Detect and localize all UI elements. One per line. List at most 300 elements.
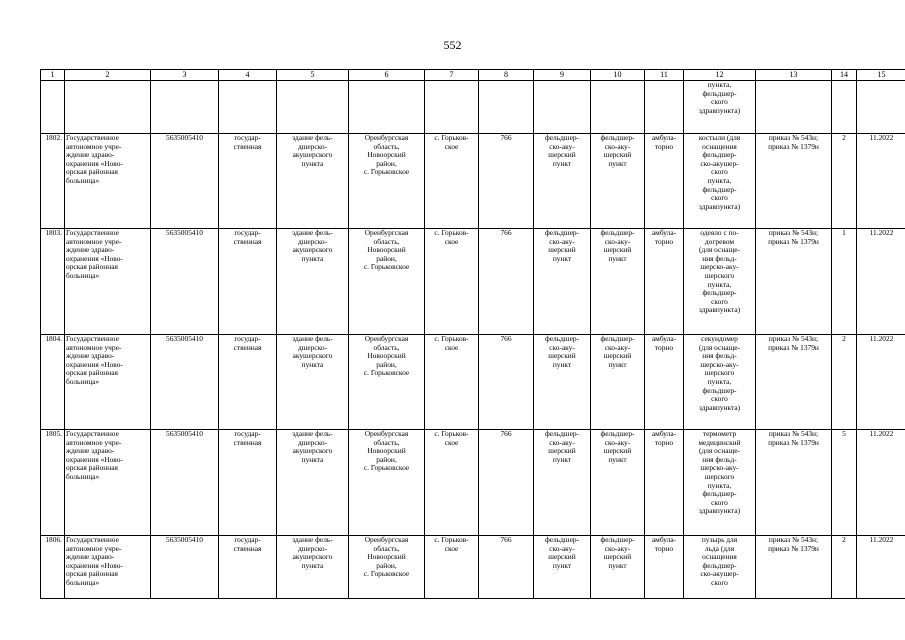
column-number: 5 bbox=[277, 70, 349, 81]
text-line: ское bbox=[444, 437, 459, 447]
column-number-row bbox=[41, 70, 905, 81]
code-cell: 766 bbox=[479, 229, 534, 335]
text-line: медицинский bbox=[698, 437, 741, 447]
text-line: область, bbox=[373, 437, 400, 447]
address-cell bbox=[349, 430, 425, 536]
text-line: Государственное bbox=[66, 228, 119, 237]
registry-table bbox=[40, 69, 905, 599]
table-cell bbox=[756, 81, 832, 134]
text-line: автономное учре- bbox=[66, 437, 122, 447]
ownership-cell bbox=[219, 134, 277, 229]
text-line: фельдшер- bbox=[600, 133, 635, 142]
text-line: государ- bbox=[234, 535, 261, 544]
text-line: фельдшер- bbox=[544, 535, 580, 544]
text-line: приказ № 1379н bbox=[768, 437, 819, 447]
code-cell: 766 bbox=[479, 430, 534, 536]
text-line: Новоорский bbox=[367, 552, 406, 562]
text-line: пункт bbox=[608, 158, 627, 168]
text-line: торно bbox=[654, 342, 674, 352]
text-line: Новоорский bbox=[367, 245, 406, 255]
text-line: ственная bbox=[233, 141, 262, 151]
row-number-cell: 1803. bbox=[41, 229, 65, 335]
text-line: пункт bbox=[608, 560, 627, 570]
text-line: пункта, bbox=[707, 279, 732, 289]
table-cell bbox=[591, 81, 645, 134]
text-line: фельдшер- bbox=[544, 334, 580, 343]
date-cell: 11.2022 bbox=[857, 134, 905, 229]
unit-type-cell bbox=[591, 229, 645, 335]
equipment-item-cell bbox=[684, 430, 756, 536]
text-line: дшерско- bbox=[297, 342, 328, 352]
table-row bbox=[41, 229, 905, 335]
table-row bbox=[41, 134, 905, 229]
text-line: фельдшер- bbox=[702, 385, 737, 395]
text-line: ско-аку- bbox=[549, 543, 575, 553]
text-line: Оренбургская bbox=[364, 228, 409, 237]
text-line: ственная bbox=[233, 342, 262, 352]
column-number: 1 bbox=[41, 70, 65, 81]
text-line: Новоорский bbox=[367, 150, 406, 160]
text-line: торно bbox=[654, 141, 674, 151]
text-line: здание фель- bbox=[292, 133, 333, 142]
table-cell bbox=[479, 81, 534, 134]
table-cell bbox=[534, 81, 591, 134]
column-number: 4 bbox=[219, 70, 277, 81]
text-line: государ- bbox=[234, 228, 261, 237]
unit-type-cell bbox=[534, 335, 591, 430]
inn-cell: 5635005410 bbox=[151, 430, 219, 536]
text-line: ское bbox=[444, 236, 459, 246]
inn-cell: 5635005410 bbox=[151, 134, 219, 229]
row-number-cell: 1806. bbox=[41, 536, 65, 599]
text-line: фельдшер- bbox=[600, 535, 635, 544]
unit-type-cell bbox=[534, 134, 591, 229]
text-line: шерский bbox=[603, 351, 632, 361]
text-line: с. Горьковское bbox=[363, 368, 410, 378]
text-line: Оренбургская bbox=[364, 334, 409, 343]
continuation-row bbox=[41, 81, 905, 134]
text-line: пункта bbox=[301, 359, 324, 369]
text-line: фельдшер- bbox=[544, 429, 580, 438]
text-line: пункт bbox=[608, 359, 627, 369]
care-form-cell bbox=[645, 536, 684, 599]
table-cell bbox=[151, 81, 219, 134]
text-line: шерский bbox=[548, 446, 576, 456]
care-form-cell bbox=[645, 430, 684, 536]
column-number: 8 bbox=[479, 70, 534, 81]
text-line: приказ № 543н; bbox=[768, 133, 819, 142]
text-line: торно bbox=[654, 236, 674, 246]
text-line: фельдшер- bbox=[702, 150, 737, 160]
building-cell bbox=[277, 335, 349, 430]
column-number: 11 bbox=[645, 70, 684, 81]
column-number: 14 bbox=[832, 70, 857, 81]
text-line: область, bbox=[373, 141, 400, 151]
text-line: амбула- bbox=[651, 334, 677, 343]
text-line: фельдшер- bbox=[702, 489, 737, 499]
care-form-cell bbox=[645, 134, 684, 229]
text-line: ского bbox=[711, 296, 728, 306]
table-cell bbox=[277, 81, 349, 134]
text-line: ско-аку- bbox=[604, 437, 631, 447]
text-line: фельдшер- bbox=[702, 288, 737, 298]
row-number-cell: 1804. bbox=[41, 335, 65, 430]
ownership-cell bbox=[219, 536, 277, 599]
text-line: ния фельд- bbox=[702, 454, 737, 464]
text-line: льда (для bbox=[704, 543, 735, 553]
text-line: ское bbox=[444, 543, 459, 553]
date-cell: 11.2022 bbox=[857, 229, 905, 335]
text-line: фельдшер- bbox=[702, 560, 737, 570]
order-cell bbox=[756, 134, 832, 229]
unit-type-cell bbox=[534, 536, 591, 599]
text-line: дшерско- bbox=[297, 543, 328, 553]
text-line: ско-аку- bbox=[549, 236, 575, 246]
text-line: дшерско- bbox=[297, 437, 328, 447]
equipment-item-cell bbox=[684, 134, 756, 229]
text-line: фельдшер- bbox=[702, 88, 737, 98]
text-line: район, bbox=[376, 253, 397, 263]
text-line: пункта bbox=[301, 560, 324, 570]
column-number: 3 bbox=[151, 70, 219, 81]
text-line: пункта bbox=[301, 454, 324, 464]
text-line: ского bbox=[711, 394, 728, 404]
ownership-cell bbox=[219, 335, 277, 430]
text-line: фельдшер- bbox=[702, 184, 737, 194]
text-line: дшерско- bbox=[297, 141, 328, 151]
text-line: ского bbox=[711, 577, 728, 587]
row-number-cell: 1805. bbox=[41, 430, 65, 536]
text-line: здание фель- bbox=[292, 334, 333, 343]
text-line: орская районная bbox=[66, 569, 118, 579]
text-line: амбула- bbox=[651, 429, 677, 438]
text-line: ского bbox=[711, 97, 728, 107]
text-line: шерско-аку- bbox=[700, 463, 739, 473]
code-cell: 766 bbox=[479, 134, 534, 229]
text-line: ско-аку- bbox=[604, 543, 631, 553]
text-line: шерский bbox=[548, 245, 576, 255]
quantity-cell: 2 bbox=[832, 536, 857, 599]
text-line: здание фель- bbox=[292, 429, 333, 438]
equipment-item-cell bbox=[684, 536, 756, 599]
text-line: ско-аку- bbox=[604, 236, 631, 246]
text-line: амбула- bbox=[651, 133, 677, 142]
unit-type-cell bbox=[534, 229, 591, 335]
text-line: амбула- bbox=[651, 228, 677, 237]
organization-cell bbox=[65, 430, 151, 536]
column-number: 10 bbox=[591, 70, 645, 81]
text-line: фельдшер- bbox=[544, 133, 580, 142]
address-cell bbox=[349, 536, 425, 599]
text-line: с. Горьковское bbox=[363, 167, 410, 177]
text-line: с. Горьковское bbox=[363, 569, 410, 579]
text-line: орская районная bbox=[66, 463, 118, 473]
text-line: акушерского bbox=[292, 552, 333, 562]
text-line: здравпункта) bbox=[698, 506, 741, 516]
text-line: ния фельд- bbox=[702, 351, 737, 361]
text-line: акушерского bbox=[292, 446, 333, 456]
text-line: приказ № 543н; bbox=[768, 535, 819, 544]
text-line: с. Горьковское bbox=[363, 463, 410, 473]
unit-type-cell bbox=[534, 430, 591, 536]
inn-cell: 5635005410 bbox=[151, 335, 219, 430]
text-line: пункта, bbox=[707, 376, 732, 386]
table-row bbox=[41, 335, 905, 430]
text-line: ско-аку- bbox=[604, 342, 631, 352]
unit-type-cell bbox=[591, 134, 645, 229]
text-line: автономное учре- bbox=[66, 141, 122, 151]
table-cell bbox=[65, 81, 151, 134]
address-cell bbox=[349, 134, 425, 229]
page-number: 552 bbox=[443, 38, 462, 52]
text-line: торно bbox=[654, 543, 674, 553]
text-line: оснащения bbox=[702, 141, 737, 151]
building-cell bbox=[277, 430, 349, 536]
table-cell bbox=[425, 81, 479, 134]
text-line: ско-акушер- bbox=[700, 158, 739, 168]
text-line: пункт bbox=[552, 253, 572, 263]
column-number: 7 bbox=[425, 70, 479, 81]
date-cell: 11.2022 bbox=[857, 335, 905, 430]
text-line: приказ № 1379н bbox=[768, 141, 819, 151]
text-line: приказ № 1379н bbox=[768, 543, 819, 553]
text-line: Новоорский bbox=[367, 351, 406, 361]
column-number: 15 bbox=[857, 70, 905, 81]
text-line: приказ № 543н; bbox=[768, 334, 819, 343]
text-line: пузырь для bbox=[701, 535, 738, 544]
text-line: Государственное bbox=[66, 133, 119, 142]
inn-cell: 5635005410 bbox=[151, 229, 219, 335]
quantity-cell: 2 bbox=[832, 335, 857, 430]
text-line: Оренбургская bbox=[364, 535, 409, 544]
text-line: здравпункта) bbox=[698, 402, 741, 412]
text-line: автономное учре- bbox=[66, 543, 122, 553]
text-line: больница» bbox=[66, 270, 100, 280]
text-line: ственная bbox=[233, 236, 262, 246]
text-line: приказ № 543н; bbox=[768, 429, 819, 438]
text-line: здание фель- bbox=[292, 535, 333, 544]
text-line: фельдшер- bbox=[544, 228, 580, 237]
text-line: больница» bbox=[66, 471, 100, 481]
quantity-cell: 1 bbox=[832, 229, 857, 335]
table-cell bbox=[857, 81, 905, 134]
text-line: ско-аку- bbox=[549, 141, 575, 151]
text-line: ждение здраво- bbox=[66, 446, 115, 456]
text-line: ждение здраво- bbox=[66, 351, 115, 361]
text-line: акушерского bbox=[292, 245, 333, 255]
text-line: шерский bbox=[548, 150, 576, 160]
order-cell bbox=[756, 335, 832, 430]
order-cell bbox=[756, 430, 832, 536]
text-line: шерский bbox=[548, 552, 576, 562]
text-line: фельдшер- bbox=[600, 334, 635, 343]
text-line: амбула- bbox=[651, 535, 677, 544]
text-line: шерский bbox=[603, 446, 632, 456]
text-line: пункта, bbox=[707, 480, 732, 490]
text-line: секундомер bbox=[701, 334, 738, 343]
text-line: шерско-аку- bbox=[700, 262, 739, 272]
text-line: (для оснаще- bbox=[699, 446, 740, 456]
text-line: орская районная bbox=[66, 167, 118, 177]
text-line: ния фельд- bbox=[702, 253, 737, 263]
text-line: приказ № 543н; bbox=[768, 228, 819, 237]
text-line: Государственное bbox=[66, 535, 119, 544]
text-line: ственная bbox=[233, 437, 262, 447]
text-line: ждение здраво- bbox=[66, 150, 115, 160]
text-line: костыли (для bbox=[698, 133, 741, 142]
date-cell: 11.2022 bbox=[857, 536, 905, 599]
text-line: ское bbox=[444, 342, 459, 352]
text-line: автономное учре- bbox=[66, 236, 122, 246]
table-cell bbox=[645, 81, 684, 134]
organization-cell bbox=[65, 134, 151, 229]
text-line: приказ № 1379н bbox=[768, 342, 819, 352]
text-line: термометр bbox=[702, 429, 737, 438]
text-line: ское bbox=[444, 141, 459, 151]
text-line: пункт bbox=[608, 253, 627, 263]
table-cell bbox=[832, 81, 857, 134]
text-line: ского bbox=[711, 193, 728, 203]
text-line: пункта bbox=[301, 158, 324, 168]
organization-cell bbox=[65, 536, 151, 599]
ownership-cell bbox=[219, 229, 277, 335]
text-line: шерский bbox=[603, 552, 632, 562]
text-line: (для оснаще- bbox=[699, 342, 740, 352]
locality-cell bbox=[425, 536, 479, 599]
text-line: оснащения bbox=[702, 552, 737, 562]
text-line: здравпункта) bbox=[698, 201, 741, 211]
inn-cell: 5635005410 bbox=[151, 536, 219, 599]
unit-type-cell bbox=[591, 430, 645, 536]
text-line: Новоорский bbox=[367, 446, 406, 456]
text-line: здравпункта) bbox=[698, 305, 741, 315]
text-line: шерский bbox=[603, 245, 632, 255]
code-cell: 766 bbox=[479, 536, 534, 599]
text-line: ского bbox=[711, 497, 728, 507]
date-cell: 11.2022 bbox=[857, 430, 905, 536]
text-line: с. Горьков- bbox=[434, 228, 469, 237]
locality-cell bbox=[425, 335, 479, 430]
text-line: район, bbox=[376, 158, 397, 168]
text-line: ского bbox=[711, 167, 728, 177]
column-number: 2 bbox=[65, 70, 151, 81]
text-line: шерско-аку- bbox=[700, 359, 739, 369]
unit-type-cell bbox=[591, 335, 645, 430]
text-line: государ- bbox=[234, 334, 261, 343]
row-number-cell: 1802. bbox=[41, 134, 65, 229]
text-line: область, bbox=[373, 236, 400, 246]
code-cell: 766 bbox=[479, 335, 534, 430]
text-line: фельдшер- bbox=[600, 429, 635, 438]
text-line: район, bbox=[376, 560, 397, 570]
text-line: Государственное bbox=[66, 334, 119, 343]
text-line: шерского bbox=[704, 270, 735, 280]
order-cell bbox=[756, 229, 832, 335]
building-cell bbox=[277, 229, 349, 335]
text-line: одеяло с по- bbox=[700, 228, 739, 237]
column-number: 13 bbox=[756, 70, 832, 81]
equipment-item-cell bbox=[684, 229, 756, 335]
organization-cell bbox=[65, 229, 151, 335]
building-cell bbox=[277, 134, 349, 229]
text-line: фельдшер- bbox=[600, 228, 635, 237]
text-line: догревом bbox=[704, 236, 735, 246]
text-line: больница» bbox=[66, 376, 100, 386]
text-line: пункт bbox=[608, 454, 627, 464]
text-line: ско-аку- bbox=[549, 342, 575, 352]
text-line: больница» bbox=[66, 175, 100, 185]
order-cell bbox=[756, 536, 832, 599]
text-line: ско-аку- bbox=[549, 437, 575, 447]
text-line: шерского bbox=[704, 471, 735, 481]
text-line: Оренбургская bbox=[364, 429, 409, 438]
text-line: пункт bbox=[552, 454, 572, 464]
text-line: охранения «Ново- bbox=[66, 560, 123, 570]
text-line: охранения «Ново- bbox=[66, 454, 123, 464]
text-line: ско-акушер- bbox=[700, 569, 739, 579]
quantity-cell: 5 bbox=[832, 430, 857, 536]
text-line: государ- bbox=[234, 133, 261, 142]
locality-cell bbox=[425, 134, 479, 229]
text-line: пункта, bbox=[707, 80, 732, 89]
care-form-cell bbox=[645, 229, 684, 335]
text-line: пункт bbox=[552, 158, 572, 168]
text-line: район, bbox=[376, 359, 397, 369]
column-number: 9 bbox=[534, 70, 591, 81]
text-line: дшерско- bbox=[297, 236, 328, 246]
equipment-item-cell bbox=[684, 335, 756, 430]
organization-cell bbox=[65, 335, 151, 430]
text-line: приказ № 1379н bbox=[768, 236, 819, 246]
locality-cell bbox=[425, 430, 479, 536]
text-line: ждение здраво- bbox=[66, 245, 115, 255]
column-number: 6 bbox=[349, 70, 425, 81]
table-cell bbox=[41, 81, 65, 134]
table-row bbox=[41, 430, 905, 536]
text-line: охранения «Ново- bbox=[66, 359, 123, 369]
text-line: орская районная bbox=[66, 368, 118, 378]
text-line: (для оснаще- bbox=[699, 245, 740, 255]
text-line: торно bbox=[654, 437, 674, 447]
continuation-cell bbox=[684, 81, 756, 134]
ownership-cell bbox=[219, 430, 277, 536]
text-line: шерский bbox=[548, 351, 576, 361]
text-line: с. Горьков- bbox=[434, 429, 469, 438]
column-number: 12 bbox=[684, 70, 756, 81]
text-line: ждение здраво- bbox=[66, 552, 115, 562]
locality-cell bbox=[425, 229, 479, 335]
text-line: шерский bbox=[603, 150, 632, 160]
text-line: орская районная bbox=[66, 262, 118, 272]
text-line: область, bbox=[373, 342, 400, 352]
text-line: акушерского bbox=[292, 351, 333, 361]
text-line: здравпункта) bbox=[698, 105, 741, 115]
table-row bbox=[41, 536, 905, 599]
text-line: ственная bbox=[233, 543, 262, 553]
text-line: Оренбургская bbox=[364, 133, 409, 142]
text-line: шерского bbox=[704, 368, 735, 378]
text-line: пункта, bbox=[707, 175, 732, 185]
text-line: автономное учре- bbox=[66, 342, 122, 352]
quantity-cell: 2 bbox=[832, 134, 857, 229]
text-line: пункт bbox=[552, 359, 572, 369]
text-line: пункта bbox=[301, 253, 324, 263]
unit-type-cell bbox=[591, 536, 645, 599]
text-line: район, bbox=[376, 454, 397, 464]
text-line: больница» bbox=[66, 577, 100, 587]
text-line: государ- bbox=[234, 429, 261, 438]
building-cell bbox=[277, 536, 349, 599]
